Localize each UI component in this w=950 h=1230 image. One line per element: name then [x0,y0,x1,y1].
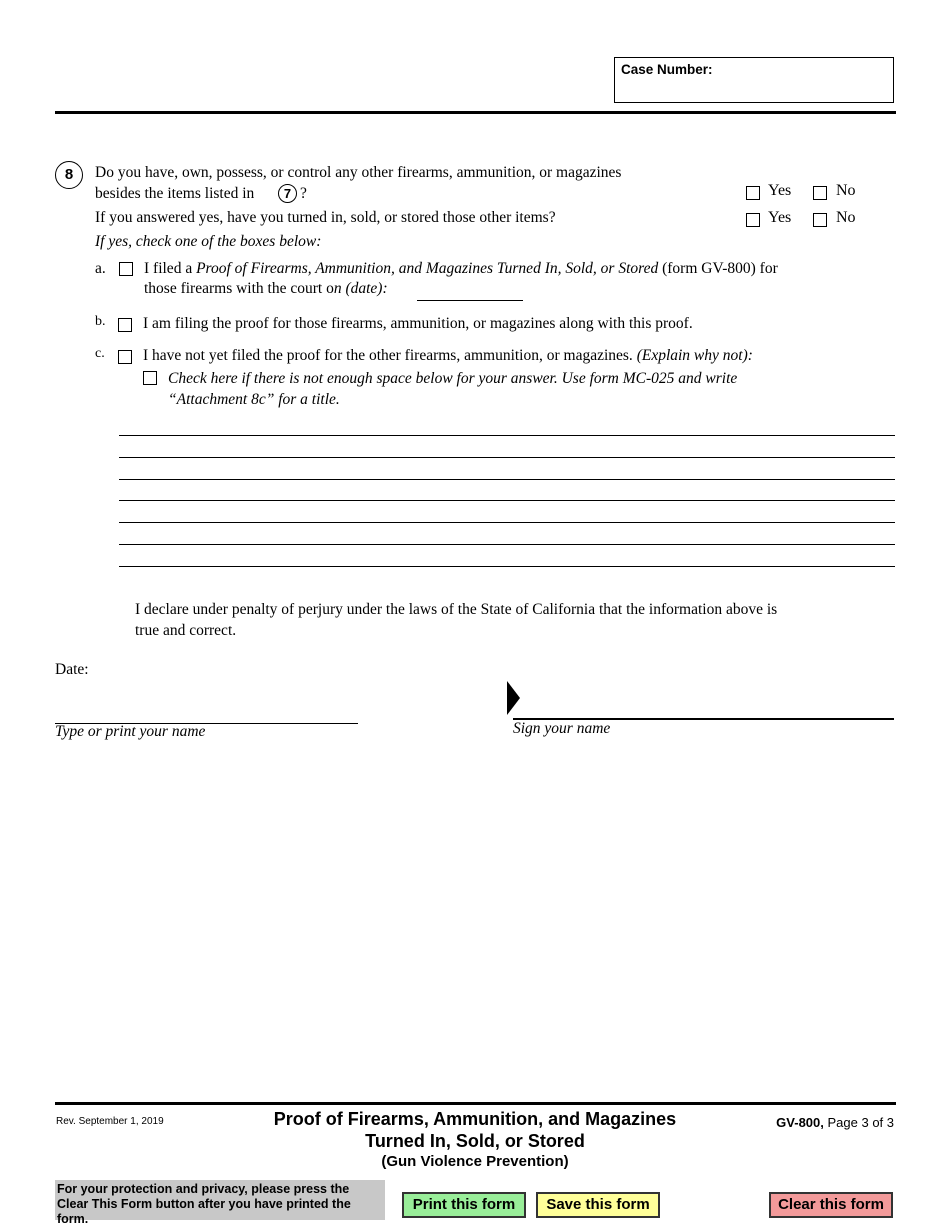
option-a-checkbox[interactable] [119,262,133,276]
q2-yes-label: Yes [768,209,792,226]
q1-yes-label: Yes [768,182,792,199]
header-divider [55,111,896,114]
option-c-checkbox[interactable] [118,350,132,364]
explanation-line[interactable] [119,500,895,501]
option-a-date-label: n (date): [333,280,388,297]
footer-divider [55,1102,896,1105]
q1-yes-checkbox[interactable] [746,186,760,200]
page-number: Page 3 of 3 [827,1115,894,1130]
form-title-line-2: Turned In, Sold, or Stored [365,1131,585,1151]
question-line-2-pre: besides the items listed in [95,185,255,202]
q1-no-label: No [836,182,856,199]
explanation-line[interactable] [119,479,895,480]
q2-no-label: No [836,209,856,226]
explanation-line[interactable] [119,544,895,545]
attachment-note-line-2: “Attachment 8c” for a title. [168,391,340,408]
form-title [200,1108,750,1172]
q2-no-checkbox[interactable] [813,213,827,227]
option-b-text: I am filing the proof for those firearms, ammunition, or magazines along with this proof. [143,315,693,332]
option-a-line-2 [144,280,388,298]
form-id-page [700,1115,894,1130]
explanation-line[interactable] [119,566,895,567]
date-label: Date: [55,661,89,678]
option-b-letter: b. [95,314,106,329]
attachment-note-line-1: Check here if there is not enough space below for your answer. Use form MC-025 and write [168,370,738,387]
explanation-line[interactable] [119,522,895,523]
option-c-text-main: I have not yet filed the proof for the other firearms, ammunition, or magazines. [143,347,633,364]
item-7-reference: 7 [278,184,297,203]
item-number-badge: 8 [55,161,83,189]
attachment-checkbox[interactable] [143,371,157,385]
option-c-letter: c. [95,346,105,361]
explanation-line[interactable] [119,435,895,436]
name-caption: Type or print your name [55,723,206,740]
form-id: GV-800, [776,1115,824,1130]
q2-yes-checkbox[interactable] [746,213,760,227]
form-title-line-1: Proof of Firearms, Ammunition, and Magazines [273,1109,677,1129]
signature-arrow-icon [507,681,521,715]
signature-caption: Sign your name [513,720,611,737]
form-subtitle: (Gun Violence Prevention) [381,1153,569,1170]
case-number-field[interactable] [614,57,894,103]
case-number-label: Case Number: [621,62,713,77]
option-a-text-1: I filed a [144,260,193,277]
option-a-text-2: (form GV-800) for [662,260,778,277]
option-a-line-2-text: those firearms with the court o [144,280,334,297]
question-line-2-post: ? [300,185,307,202]
print-form-button[interactable]: Print this form [402,1192,526,1218]
privacy-note: For your protection and privacy, please press the Clear This Form button after you have printed the form. [55,1180,385,1220]
option-a-letter: a. [95,260,106,277]
clear-form-button[interactable]: Clear this form [769,1192,893,1218]
revision-date: Rev. September 1, 2019 [56,1116,164,1127]
option-c-text [143,347,753,365]
option-a-form-title: Proof of Firearms, Ammunition, and Magazines Turned In, Sold, or Stored [196,260,659,277]
declaration-line-2: true and correct. [135,622,237,639]
question-2: If you answered yes, have you turned in, sold, or stored those other items? [95,209,556,226]
option-b-checkbox[interactable] [118,318,132,332]
option-c-explain-label: (Explain why not): [636,347,753,364]
declaration-line-1: I declare under penalty of perjury under the laws of the State of California that the information above is [135,601,778,618]
option-a-text [144,260,778,278]
save-form-button[interactable]: Save this form [536,1192,660,1218]
question-line-1: Do you have, own, possess, or control any other firearms, ammunition, or magazines [95,164,622,181]
explanation-line[interactable] [119,457,895,458]
q1-no-checkbox[interactable] [813,186,827,200]
option-a-date-field[interactable] [417,300,523,301]
instruction-text: If yes, check one of the boxes below: [95,233,322,250]
